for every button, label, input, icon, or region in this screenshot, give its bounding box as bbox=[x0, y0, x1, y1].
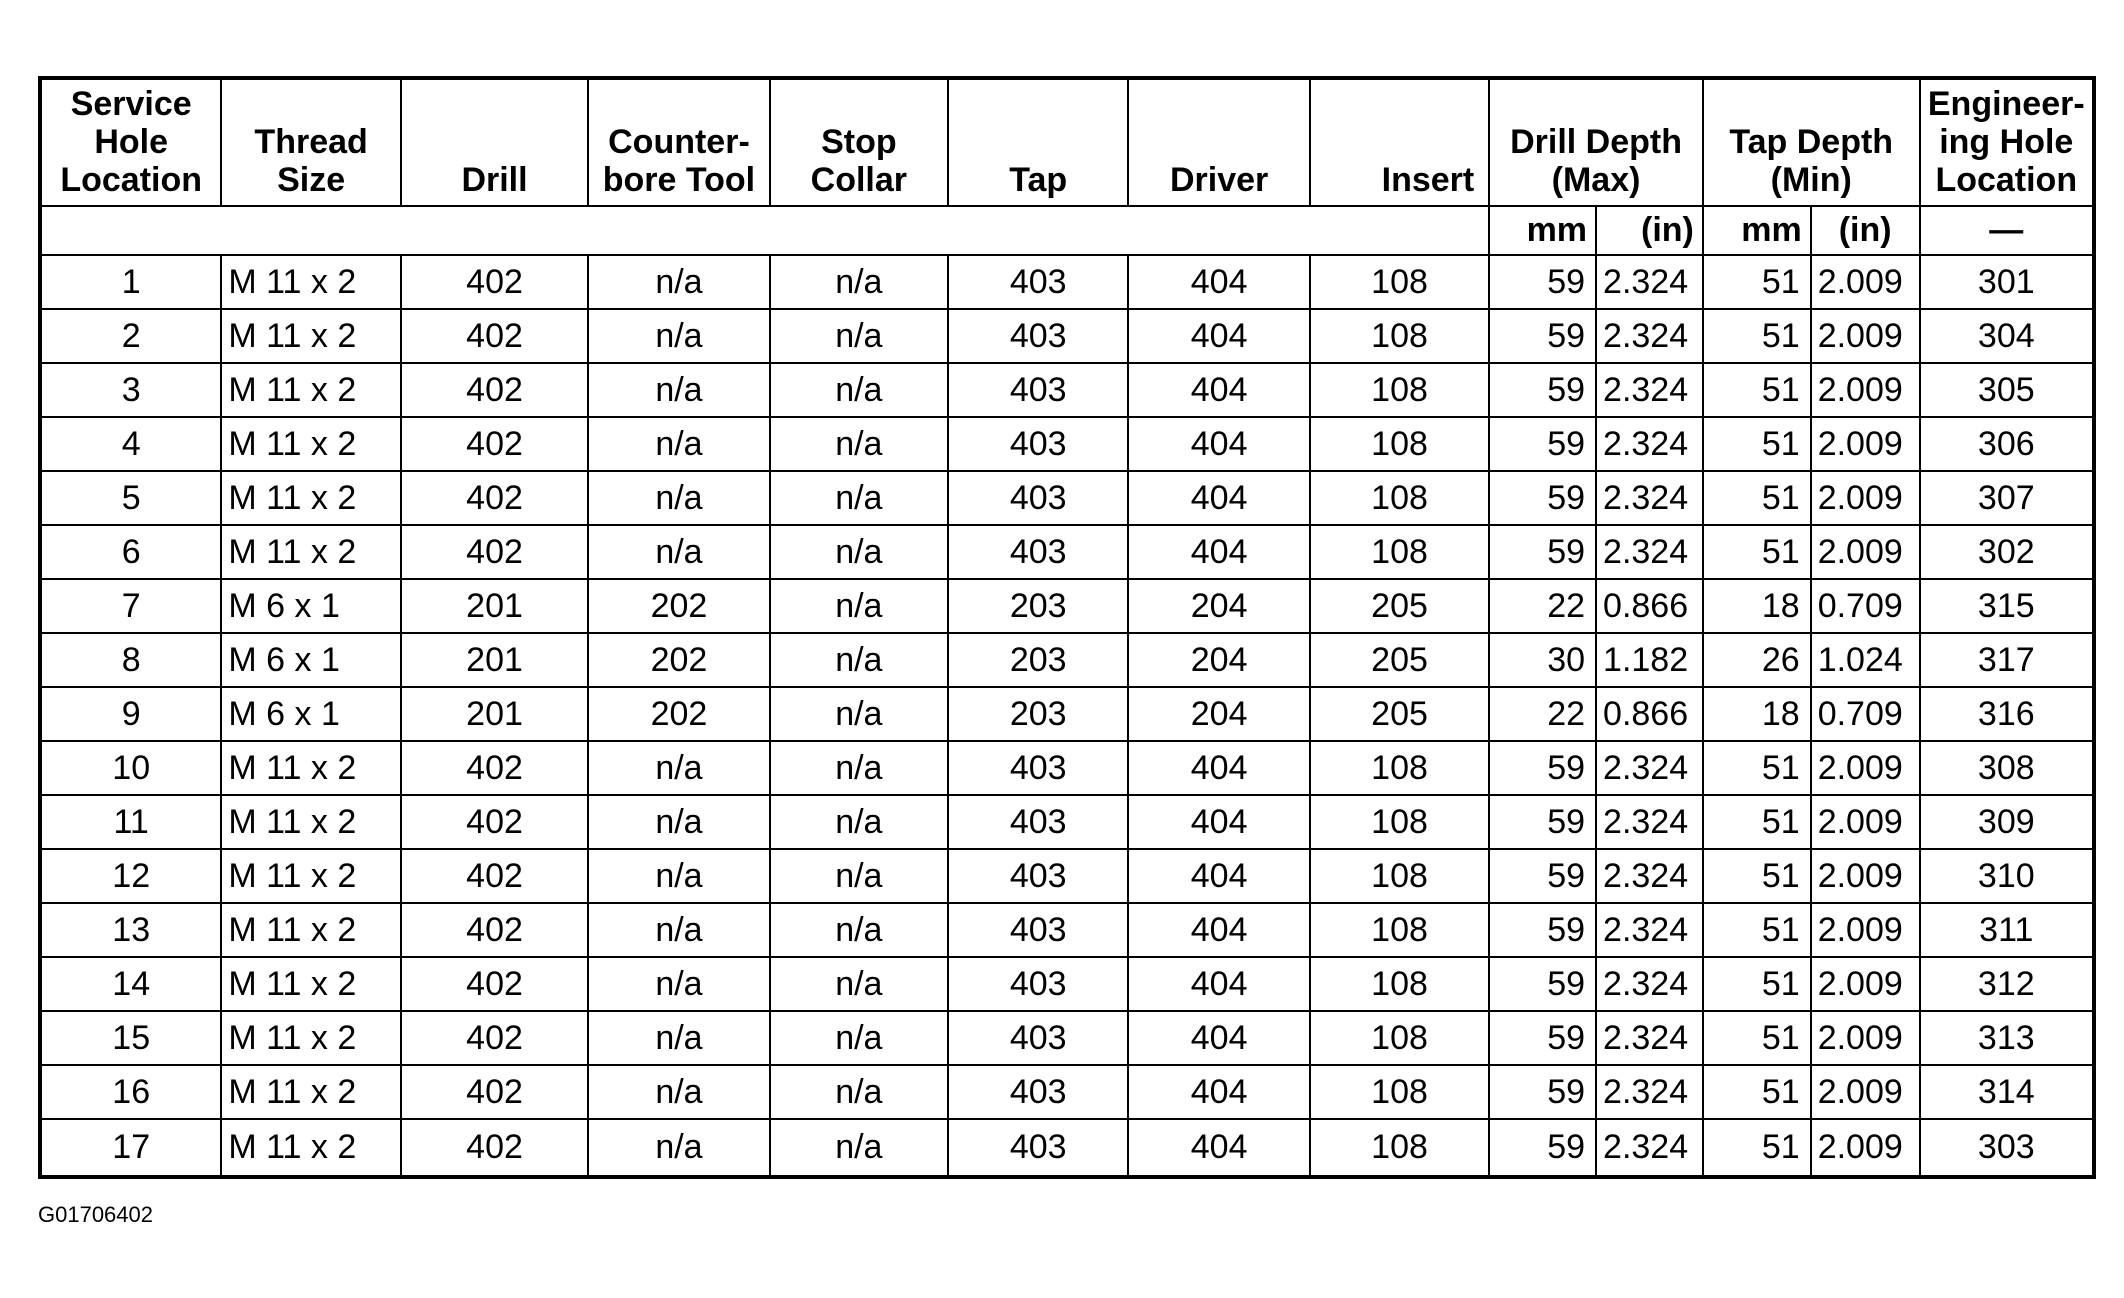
cell-drill-depth-in: 2.324 bbox=[1596, 417, 1703, 471]
unit-row-blank bbox=[40, 206, 1489, 255]
cell-tap-depth-mm: 51 bbox=[1703, 1011, 1811, 1065]
cell-drill-depth-mm: 59 bbox=[1489, 741, 1596, 795]
table-row bbox=[40, 471, 2094, 525]
cell-engineering-hole-location: 310 bbox=[1920, 849, 2094, 903]
cell-stop-collar: n/a bbox=[770, 579, 948, 633]
cell-engineering-hole-location: 307 bbox=[1920, 471, 2094, 525]
cell-service-hole-location: 9 bbox=[40, 687, 221, 741]
cell-tap-depth-mm: 51 bbox=[1703, 849, 1811, 903]
cell-tap-depth-mm: 51 bbox=[1703, 525, 1811, 579]
header-stop-collar: Stop Collar bbox=[770, 78, 948, 206]
cell-tap-depth-in: 2.009 bbox=[1811, 417, 1920, 471]
cell-driver: 204 bbox=[1128, 633, 1309, 687]
unit-row bbox=[40, 206, 2094, 255]
cell-counterbore-tool: n/a bbox=[588, 795, 769, 849]
cell-tap: 403 bbox=[948, 957, 1128, 1011]
cell-drill-depth-mm: 59 bbox=[1489, 1065, 1596, 1119]
cell-driver: 404 bbox=[1128, 363, 1309, 417]
cell-driver: 204 bbox=[1128, 687, 1309, 741]
cell-insert: 108 bbox=[1310, 1119, 1489, 1177]
cell-thread-size: M 11 x 2 bbox=[221, 471, 400, 525]
table-body bbox=[40, 255, 2094, 1177]
cell-thread-size: M 6 x 1 bbox=[221, 579, 400, 633]
cell-stop-collar: n/a bbox=[770, 957, 948, 1011]
cell-drill: 201 bbox=[401, 633, 588, 687]
cell-drill-depth-mm: 59 bbox=[1489, 795, 1596, 849]
cell-driver: 404 bbox=[1128, 957, 1309, 1011]
service-hole-spec-table bbox=[38, 76, 2096, 1179]
cell-insert: 108 bbox=[1310, 795, 1489, 849]
table-row bbox=[40, 255, 2094, 309]
cell-drill-depth-in: 2.324 bbox=[1596, 1011, 1703, 1065]
cell-counterbore-tool: n/a bbox=[588, 471, 769, 525]
header-tap-depth: Tap Depth (Min) bbox=[1703, 78, 1920, 206]
cell-insert: 108 bbox=[1310, 903, 1489, 957]
cell-tap-depth-in: 2.009 bbox=[1811, 1065, 1920, 1119]
cell-engineering-hole-location: 317 bbox=[1920, 633, 2094, 687]
cell-stop-collar: n/a bbox=[770, 417, 948, 471]
cell-tap-depth-in: 0.709 bbox=[1811, 687, 1920, 741]
unit-drill-mm: mm bbox=[1489, 206, 1596, 255]
cell-tap-depth-in: 2.009 bbox=[1811, 741, 1920, 795]
cell-insert: 108 bbox=[1310, 417, 1489, 471]
cell-drill-depth-in: 2.324 bbox=[1596, 471, 1703, 525]
cell-drill: 402 bbox=[401, 957, 588, 1011]
header-service-hole-location: Service Hole Location bbox=[40, 78, 221, 206]
cell-tap: 403 bbox=[948, 309, 1128, 363]
cell-service-hole-location: 14 bbox=[40, 957, 221, 1011]
cell-driver: 404 bbox=[1128, 1065, 1309, 1119]
cell-drill: 402 bbox=[401, 525, 588, 579]
cell-insert: 205 bbox=[1310, 633, 1489, 687]
cell-service-hole-location: 2 bbox=[40, 309, 221, 363]
cell-drill: 402 bbox=[401, 1119, 588, 1177]
cell-drill-depth-mm: 59 bbox=[1489, 1119, 1596, 1177]
cell-insert: 108 bbox=[1310, 741, 1489, 795]
cell-drill: 402 bbox=[401, 795, 588, 849]
cell-drill-depth-mm: 59 bbox=[1489, 255, 1596, 309]
cell-tap: 403 bbox=[948, 741, 1128, 795]
cell-drill-depth-in: 2.324 bbox=[1596, 1119, 1703, 1177]
cell-drill-depth-mm: 59 bbox=[1489, 471, 1596, 525]
cell-tap-depth-in: 2.009 bbox=[1811, 795, 1920, 849]
cell-stop-collar: n/a bbox=[770, 363, 948, 417]
cell-counterbore-tool: n/a bbox=[588, 741, 769, 795]
cell-stop-collar: n/a bbox=[770, 1119, 948, 1177]
cell-tap: 403 bbox=[948, 525, 1128, 579]
cell-drill-depth-in: 2.324 bbox=[1596, 309, 1703, 363]
cell-tap-depth-in: 2.009 bbox=[1811, 525, 1920, 579]
cell-counterbore-tool: n/a bbox=[588, 309, 769, 363]
cell-counterbore-tool: n/a bbox=[588, 903, 769, 957]
header-row bbox=[40, 78, 2094, 206]
cell-service-hole-location: 7 bbox=[40, 579, 221, 633]
cell-insert: 108 bbox=[1310, 1011, 1489, 1065]
cell-tap-depth-mm: 51 bbox=[1703, 417, 1811, 471]
cell-tap-depth-in: 2.009 bbox=[1811, 849, 1920, 903]
header-drill-depth: Drill Depth (Max) bbox=[1489, 78, 1703, 206]
cell-drill: 402 bbox=[401, 1011, 588, 1065]
cell-stop-collar: n/a bbox=[770, 255, 948, 309]
cell-engineering-hole-location: 306 bbox=[1920, 417, 2094, 471]
cell-engineering-hole-location: 315 bbox=[1920, 579, 2094, 633]
cell-engineering-hole-location: 311 bbox=[1920, 903, 2094, 957]
cell-tap-depth-mm: 51 bbox=[1703, 309, 1811, 363]
cell-insert: 108 bbox=[1310, 363, 1489, 417]
cell-drill: 402 bbox=[401, 903, 588, 957]
table-row bbox=[40, 741, 2094, 795]
header-driver: Driver bbox=[1128, 78, 1309, 206]
cell-thread-size: M 11 x 2 bbox=[221, 1119, 400, 1177]
cell-drill-depth-mm: 59 bbox=[1489, 903, 1596, 957]
cell-service-hole-location: 17 bbox=[40, 1119, 221, 1177]
cell-tap: 403 bbox=[948, 363, 1128, 417]
cell-tap: 403 bbox=[948, 795, 1128, 849]
cell-tap: 403 bbox=[948, 1119, 1128, 1177]
cell-drill: 402 bbox=[401, 471, 588, 525]
cell-counterbore-tool: n/a bbox=[588, 849, 769, 903]
table-row bbox=[40, 1065, 2094, 1119]
cell-engineering-hole-location: 313 bbox=[1920, 1011, 2094, 1065]
cell-driver: 204 bbox=[1128, 579, 1309, 633]
cell-drill: 402 bbox=[401, 417, 588, 471]
cell-stop-collar: n/a bbox=[770, 741, 948, 795]
cell-insert: 108 bbox=[1310, 525, 1489, 579]
figure-id: G01706402 bbox=[38, 1202, 153, 1227]
cell-counterbore-tool: 202 bbox=[588, 633, 769, 687]
cell-stop-collar: n/a bbox=[770, 525, 948, 579]
cell-service-hole-location: 8 bbox=[40, 633, 221, 687]
cell-driver: 404 bbox=[1128, 255, 1309, 309]
cell-drill-depth-mm: 59 bbox=[1489, 957, 1596, 1011]
cell-thread-size: M 11 x 2 bbox=[221, 957, 400, 1011]
cell-service-hole-location: 15 bbox=[40, 1011, 221, 1065]
cell-engineering-hole-location: 304 bbox=[1920, 309, 2094, 363]
cell-drill-depth-in: 1.182 bbox=[1596, 633, 1703, 687]
cell-thread-size: M 11 x 2 bbox=[221, 1065, 400, 1119]
cell-counterbore-tool: n/a bbox=[588, 957, 769, 1011]
cell-stop-collar: n/a bbox=[770, 903, 948, 957]
cell-drill-depth-in: 0.866 bbox=[1596, 579, 1703, 633]
cell-tap-depth-in: 2.009 bbox=[1811, 363, 1920, 417]
cell-thread-size: M 11 x 2 bbox=[221, 903, 400, 957]
unit-tap-mm: mm bbox=[1703, 206, 1811, 255]
cell-service-hole-location: 11 bbox=[40, 795, 221, 849]
cell-drill: 402 bbox=[401, 849, 588, 903]
cell-tap: 203 bbox=[948, 633, 1128, 687]
cell-tap-depth-mm: 51 bbox=[1703, 471, 1811, 525]
cell-tap-depth-mm: 51 bbox=[1703, 741, 1811, 795]
cell-counterbore-tool: n/a bbox=[588, 1011, 769, 1065]
cell-stop-collar: n/a bbox=[770, 795, 948, 849]
cell-tap-depth-mm: 51 bbox=[1703, 363, 1811, 417]
cell-service-hole-location: 1 bbox=[40, 255, 221, 309]
cell-tap: 203 bbox=[948, 687, 1128, 741]
cell-insert: 108 bbox=[1310, 849, 1489, 903]
table-row bbox=[40, 903, 2094, 957]
cell-tap: 403 bbox=[948, 1065, 1128, 1119]
cell-thread-size: M 11 x 2 bbox=[221, 363, 400, 417]
cell-thread-size: M 6 x 1 bbox=[221, 687, 400, 741]
cell-drill: 402 bbox=[401, 741, 588, 795]
cell-stop-collar: n/a bbox=[770, 1065, 948, 1119]
cell-tap-depth-mm: 51 bbox=[1703, 1119, 1811, 1177]
table-row bbox=[40, 633, 2094, 687]
cell-driver: 404 bbox=[1128, 1011, 1309, 1065]
cell-engineering-hole-location: 312 bbox=[1920, 957, 2094, 1011]
header-counterbore-tool: Counter-bore Tool bbox=[588, 78, 769, 206]
cell-drill: 201 bbox=[401, 579, 588, 633]
cell-counterbore-tool: n/a bbox=[588, 417, 769, 471]
cell-driver: 404 bbox=[1128, 309, 1309, 363]
cell-drill-depth-in: 2.324 bbox=[1596, 525, 1703, 579]
cell-drill: 201 bbox=[401, 687, 588, 741]
cell-drill-depth-mm: 22 bbox=[1489, 579, 1596, 633]
cell-service-hole-location: 12 bbox=[40, 849, 221, 903]
cell-tap: 403 bbox=[948, 471, 1128, 525]
cell-tap-depth-mm: 51 bbox=[1703, 795, 1811, 849]
cell-tap-depth-in: 2.009 bbox=[1811, 1011, 1920, 1065]
cell-stop-collar: n/a bbox=[770, 687, 948, 741]
cell-engineering-hole-location: 314 bbox=[1920, 1065, 2094, 1119]
cell-tap-depth-in: 2.009 bbox=[1811, 309, 1920, 363]
cell-drill-depth-in: 2.324 bbox=[1596, 255, 1703, 309]
cell-insert: 108 bbox=[1310, 309, 1489, 363]
cell-drill-depth-in: 2.324 bbox=[1596, 741, 1703, 795]
cell-engineering-hole-location: 305 bbox=[1920, 363, 2094, 417]
cell-counterbore-tool: n/a bbox=[588, 255, 769, 309]
cell-drill-depth-in: 0.866 bbox=[1596, 687, 1703, 741]
cell-engineering-hole-location: 309 bbox=[1920, 795, 2094, 849]
table-row bbox=[40, 795, 2094, 849]
cell-thread-size: M 11 x 2 bbox=[221, 309, 400, 363]
cell-insert: 205 bbox=[1310, 579, 1489, 633]
cell-tap-depth-in: 1.024 bbox=[1811, 633, 1920, 687]
cell-tap-depth-in: 2.009 bbox=[1811, 255, 1920, 309]
cell-tap: 403 bbox=[948, 1011, 1128, 1065]
cell-tap-depth-in: 0.709 bbox=[1811, 579, 1920, 633]
table-row bbox=[40, 849, 2094, 903]
cell-service-hole-location: 16 bbox=[40, 1065, 221, 1119]
header-tap: Tap bbox=[948, 78, 1128, 206]
table-row bbox=[40, 309, 2094, 363]
cell-engineering-hole-location: 301 bbox=[1920, 255, 2094, 309]
cell-tap: 403 bbox=[948, 417, 1128, 471]
cell-counterbore-tool: n/a bbox=[588, 525, 769, 579]
cell-driver: 404 bbox=[1128, 903, 1309, 957]
cell-insert: 205 bbox=[1310, 687, 1489, 741]
header-drill: Drill bbox=[401, 78, 588, 206]
unit-engineering: — bbox=[1920, 206, 2094, 255]
cell-drill-depth-mm: 59 bbox=[1489, 309, 1596, 363]
cell-driver: 404 bbox=[1128, 795, 1309, 849]
table-row bbox=[40, 687, 2094, 741]
unit-drill-in: (in) bbox=[1596, 206, 1703, 255]
cell-thread-size: M 6 x 1 bbox=[221, 633, 400, 687]
cell-thread-size: M 11 x 2 bbox=[221, 417, 400, 471]
cell-tap-depth-in: 2.009 bbox=[1811, 471, 1920, 525]
unit-tap-in: (in) bbox=[1811, 206, 1920, 255]
cell-drill-depth-in: 2.324 bbox=[1596, 795, 1703, 849]
cell-engineering-hole-location: 302 bbox=[1920, 525, 2094, 579]
cell-drill-depth-in: 2.324 bbox=[1596, 1065, 1703, 1119]
cell-insert: 108 bbox=[1310, 957, 1489, 1011]
cell-drill: 402 bbox=[401, 1065, 588, 1119]
cell-insert: 108 bbox=[1310, 1065, 1489, 1119]
cell-tap: 403 bbox=[948, 903, 1128, 957]
cell-counterbore-tool: n/a bbox=[588, 1065, 769, 1119]
header-thread-size: Thread Size bbox=[221, 78, 400, 206]
cell-drill-depth-in: 2.324 bbox=[1596, 363, 1703, 417]
cell-stop-collar: n/a bbox=[770, 471, 948, 525]
cell-tap: 203 bbox=[948, 579, 1128, 633]
cell-driver: 404 bbox=[1128, 741, 1309, 795]
header-insert: Insert bbox=[1310, 78, 1489, 206]
cell-tap-depth-in: 2.009 bbox=[1811, 903, 1920, 957]
table-row bbox=[40, 417, 2094, 471]
cell-stop-collar: n/a bbox=[770, 309, 948, 363]
cell-tap-depth-mm: 51 bbox=[1703, 957, 1811, 1011]
cell-insert: 108 bbox=[1310, 255, 1489, 309]
cell-driver: 404 bbox=[1128, 471, 1309, 525]
cell-drill-depth-in: 2.324 bbox=[1596, 849, 1703, 903]
cell-drill-depth-mm: 59 bbox=[1489, 1011, 1596, 1065]
cell-service-hole-location: 5 bbox=[40, 471, 221, 525]
cell-driver: 404 bbox=[1128, 1119, 1309, 1177]
cell-counterbore-tool: n/a bbox=[588, 1119, 769, 1177]
cell-tap: 403 bbox=[948, 849, 1128, 903]
cell-thread-size: M 11 x 2 bbox=[221, 741, 400, 795]
table-row bbox=[40, 957, 2094, 1011]
cell-engineering-hole-location: 303 bbox=[1920, 1119, 2094, 1177]
table-row bbox=[40, 579, 2094, 633]
cell-drill-depth-in: 2.324 bbox=[1596, 957, 1703, 1011]
cell-service-hole-location: 13 bbox=[40, 903, 221, 957]
cell-drill-depth-mm: 59 bbox=[1489, 849, 1596, 903]
cell-drill: 402 bbox=[401, 255, 588, 309]
cell-thread-size: M 11 x 2 bbox=[221, 795, 400, 849]
cell-thread-size: M 11 x 2 bbox=[221, 1011, 400, 1065]
cell-insert: 108 bbox=[1310, 471, 1489, 525]
cell-drill: 402 bbox=[401, 363, 588, 417]
cell-tap-depth-in: 2.009 bbox=[1811, 957, 1920, 1011]
cell-drill-depth-mm: 59 bbox=[1489, 417, 1596, 471]
cell-tap-depth-mm: 51 bbox=[1703, 1065, 1811, 1119]
cell-driver: 404 bbox=[1128, 849, 1309, 903]
cell-drill-depth-mm: 22 bbox=[1489, 687, 1596, 741]
table-row bbox=[40, 525, 2094, 579]
cell-engineering-hole-location: 316 bbox=[1920, 687, 2094, 741]
cell-thread-size: M 11 x 2 bbox=[221, 255, 400, 309]
cell-thread-size: M 11 x 2 bbox=[221, 525, 400, 579]
cell-driver: 404 bbox=[1128, 417, 1309, 471]
cell-stop-collar: n/a bbox=[770, 849, 948, 903]
table-row bbox=[40, 1011, 2094, 1065]
cell-drill-depth-in: 2.324 bbox=[1596, 903, 1703, 957]
cell-stop-collar: n/a bbox=[770, 1011, 948, 1065]
table-row bbox=[40, 363, 2094, 417]
cell-counterbore-tool: 202 bbox=[588, 687, 769, 741]
cell-drill-depth-mm: 59 bbox=[1489, 363, 1596, 417]
cell-tap-depth-in: 2.009 bbox=[1811, 1119, 1920, 1177]
cell-drill: 402 bbox=[401, 309, 588, 363]
cell-tap-depth-mm: 51 bbox=[1703, 903, 1811, 957]
cell-service-hole-location: 10 bbox=[40, 741, 221, 795]
cell-driver: 404 bbox=[1128, 525, 1309, 579]
cell-drill-depth-mm: 30 bbox=[1489, 633, 1596, 687]
header-engineering-hole-location: Engineer-ing Hole Location bbox=[1920, 78, 2094, 206]
cell-engineering-hole-location: 308 bbox=[1920, 741, 2094, 795]
cell-drill-depth-mm: 59 bbox=[1489, 525, 1596, 579]
cell-tap: 403 bbox=[948, 255, 1128, 309]
cell-tap-depth-mm: 18 bbox=[1703, 687, 1811, 741]
table-row bbox=[40, 1119, 2094, 1177]
cell-service-hole-location: 3 bbox=[40, 363, 221, 417]
cell-service-hole-location: 4 bbox=[40, 417, 221, 471]
cell-counterbore-tool: 202 bbox=[588, 579, 769, 633]
cell-tap-depth-mm: 26 bbox=[1703, 633, 1811, 687]
cell-service-hole-location: 6 bbox=[40, 525, 221, 579]
cell-tap-depth-mm: 51 bbox=[1703, 255, 1811, 309]
cell-counterbore-tool: n/a bbox=[588, 363, 769, 417]
cell-tap-depth-mm: 18 bbox=[1703, 579, 1811, 633]
cell-stop-collar: n/a bbox=[770, 633, 948, 687]
cell-thread-size: M 11 x 2 bbox=[221, 849, 400, 903]
